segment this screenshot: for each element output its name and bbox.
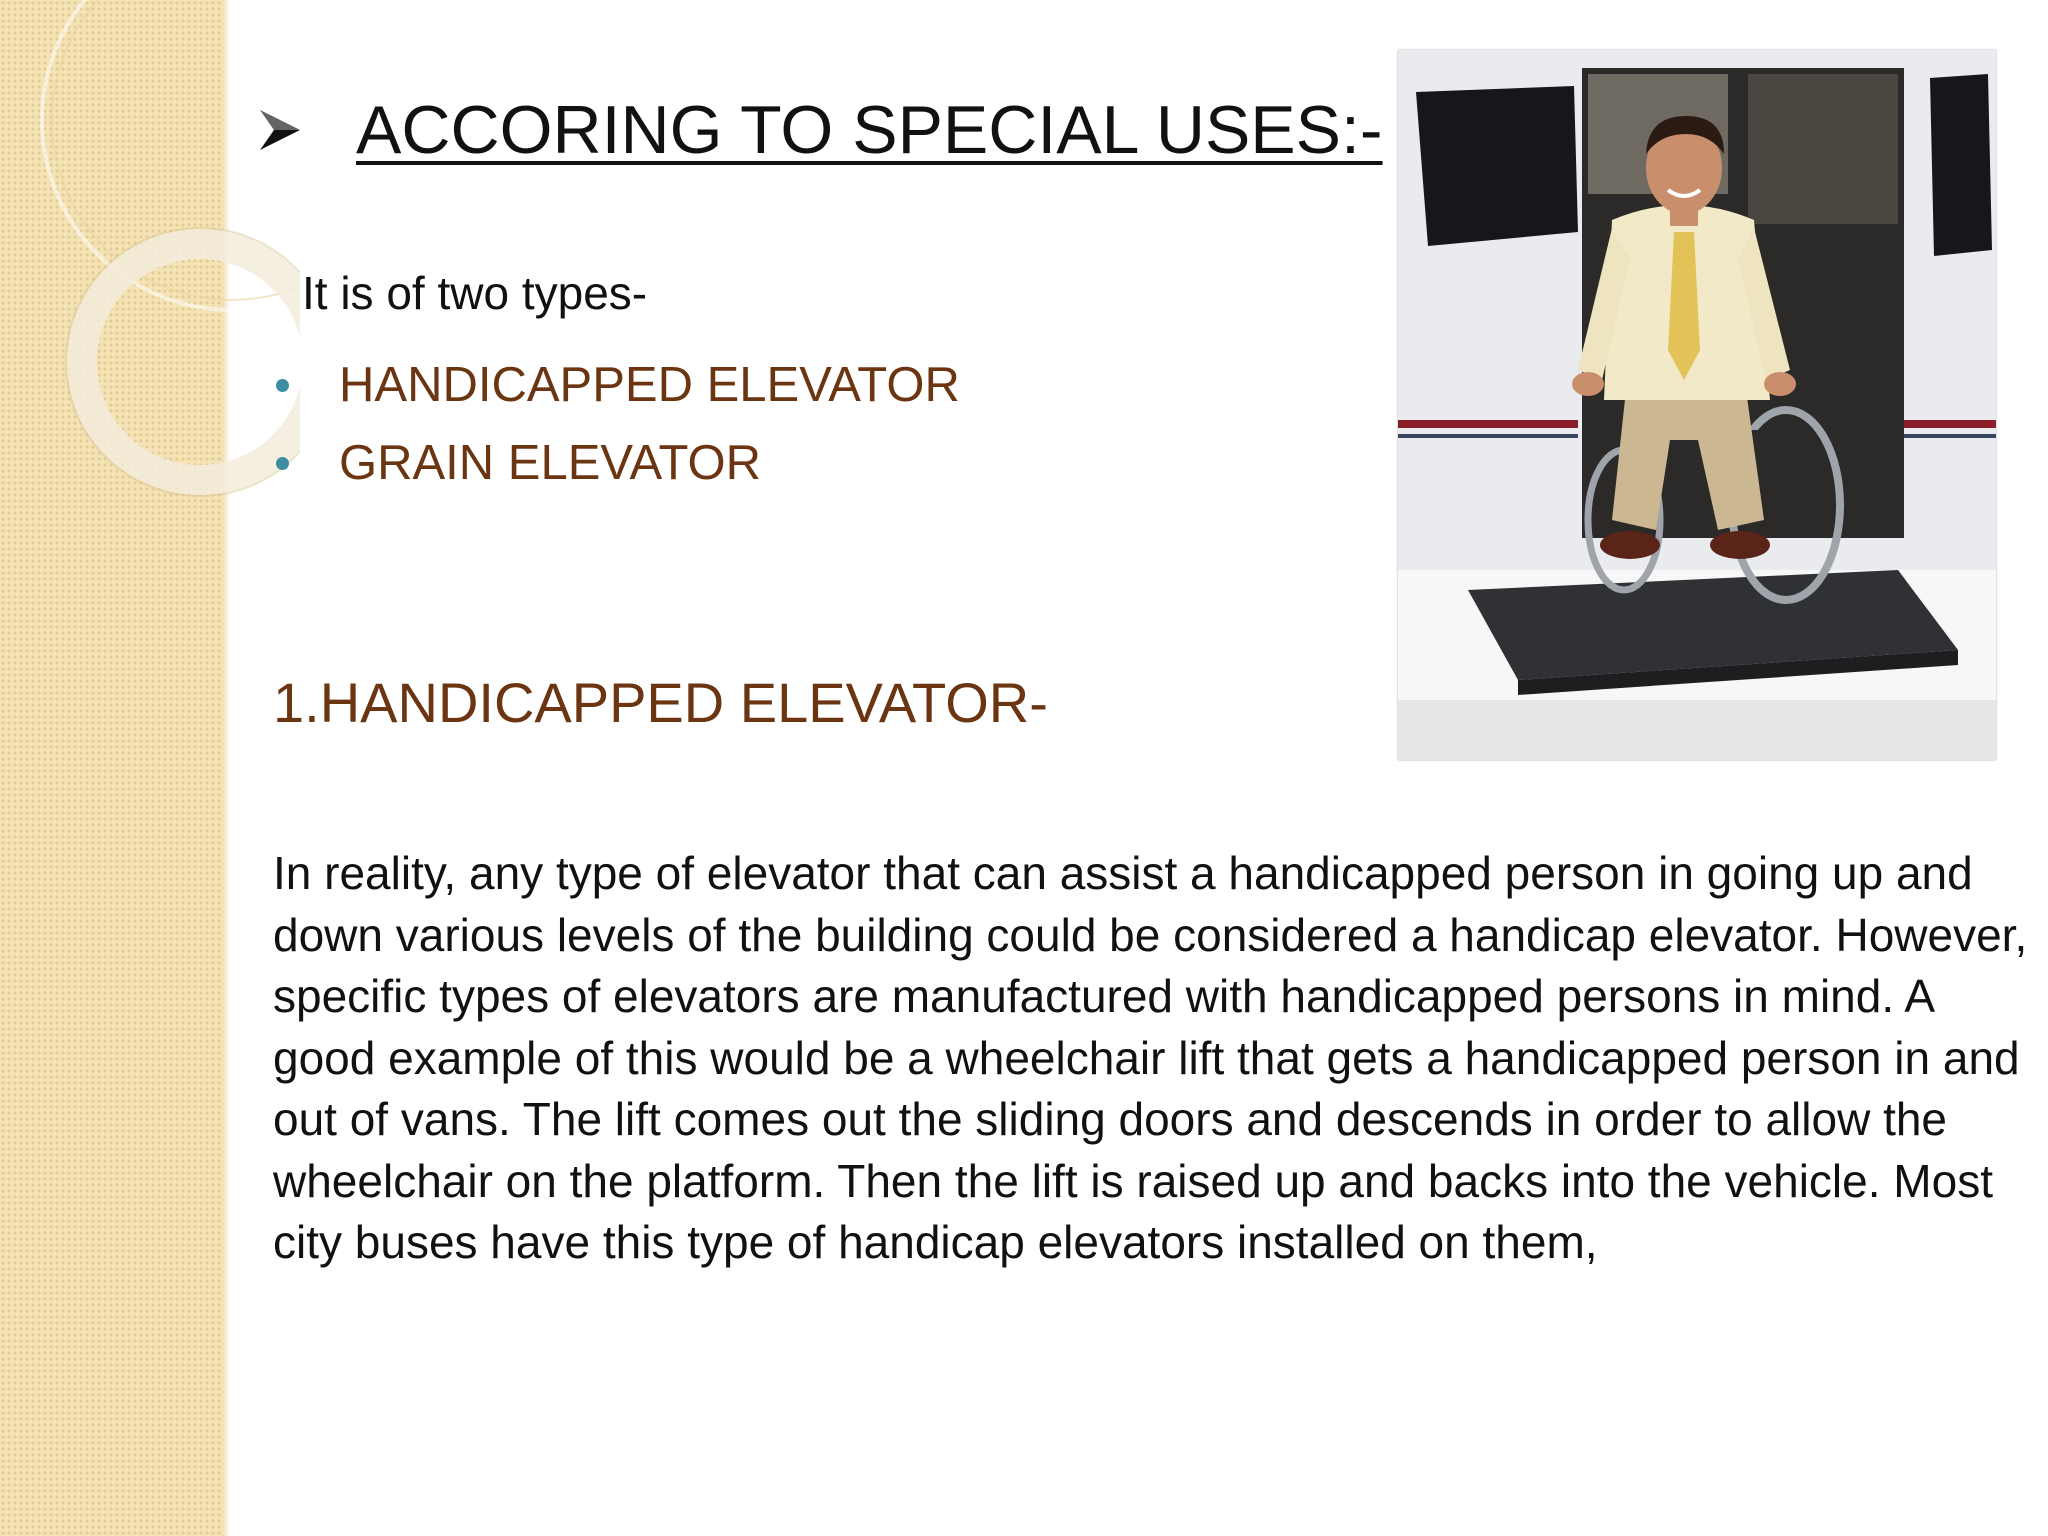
heading-row bbox=[258, 90, 1383, 170]
list-item bbox=[276, 424, 960, 502]
arrow-bullet-icon bbox=[258, 108, 302, 152]
list-item-label: GRAIN ELEVATOR bbox=[339, 436, 762, 490]
slide-heading: ACCORING TO SPECIAL USES:- bbox=[356, 92, 1383, 168]
intro-text: It is of two types- bbox=[302, 267, 648, 319]
dot-bullet-icon bbox=[276, 457, 289, 470]
wheelchair-lift-photo bbox=[1398, 50, 1996, 760]
photo-illustration bbox=[1398, 50, 1996, 760]
decorative-rings bbox=[0, 0, 300, 520]
list-item bbox=[276, 346, 960, 424]
elevator-type-list bbox=[276, 346, 960, 502]
section-subheading: 1.HANDICAPPED ELEVATOR- bbox=[273, 671, 1048, 734]
list-item-label: HANDICAPPED ELEVATOR bbox=[339, 358, 960, 412]
body-paragraph: In reality, any type of elevator that can assist a handicapped person in going up and down various levels of the building could be considered a handicap elevator. However, specific types of elevators are manufactured with handicapped persons in mind. A good example of this would be a wheelchair lift that gets a handicapped person in and out of vans. The lift comes out the sliding doors and descends in order to allow the wheelchair on the platform. Then the lift is raised up and backs into the vehicle. Most city buses have this type of handicap elevators installed on them, bbox=[273, 847, 2028, 1268]
dot-bullet-icon bbox=[276, 379, 289, 392]
